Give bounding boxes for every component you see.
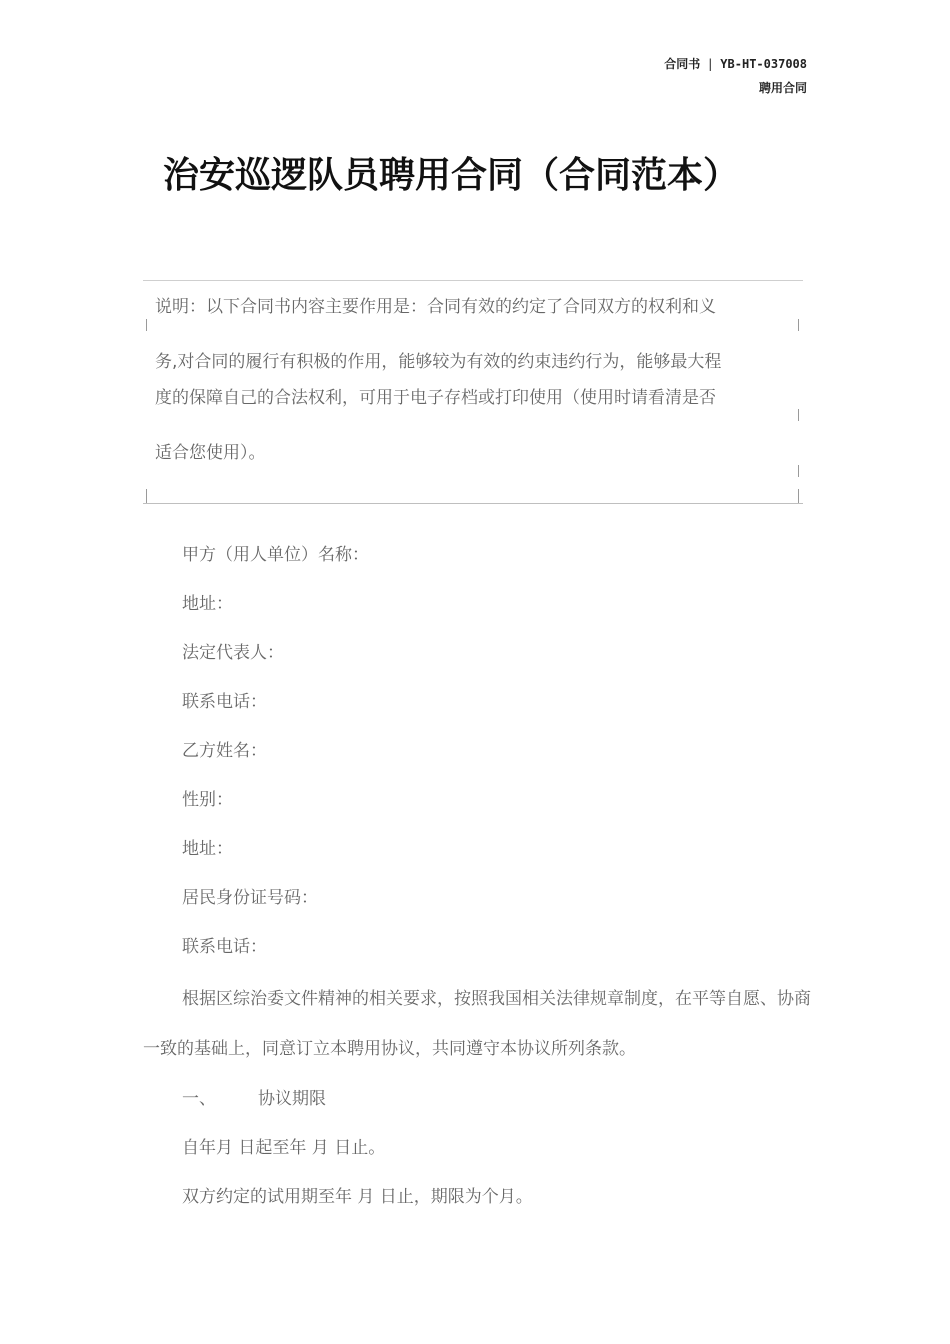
party-a-address-field: 地址：: [182, 594, 233, 614]
notice-box: [143, 280, 803, 504]
id-number-field: 居民身份证号码：: [182, 888, 318, 908]
legal-representative-field: 法定代表人：: [182, 643, 284, 663]
preamble-paragraph: 根据区综治委文件精神的相关要求，按照我国相关法律规章制度，在平等自愿、协商一致的基础上，同意订立本聘用协议，共同遵守本协议所列条款。: [143, 989, 811, 1059]
notice-line: 说明：以下合同书内容主要作用是：合同有效的约定了合同双方的权利和义: [155, 297, 716, 317]
notice-right-mark: [798, 409, 799, 421]
section-1-heading: [143, 1074, 815, 1123]
notice-line: 度的保障自己的合法权利，可用于电子存档或打印使用（使用时请看清是否: [155, 388, 716, 408]
notice-text: [155, 289, 795, 471]
party-b-address-field: 地址：: [182, 839, 233, 859]
page-title: 治安巡逻队员聘用合同（合同范本）: [163, 155, 740, 196]
gender-field: 性别：: [182, 790, 233, 810]
header-separator: |: [708, 57, 713, 71]
party-a-name-field: 甲方（用人单位）名称：: [182, 545, 369, 565]
notice-line: 适合您使用）。: [155, 443, 266, 463]
notice-right-mark: [798, 489, 799, 503]
document-header: [664, 52, 807, 100]
party-b-name-field: 乙方姓名：: [182, 741, 267, 761]
header-line-1: [664, 52, 807, 76]
contract-body: [143, 533, 815, 1221]
doc-category: 聘用合同: [758, 81, 807, 95]
notice-right-mark: [798, 319, 799, 331]
section-number: 一、: [182, 1089, 216, 1109]
doc-type-label: 合同书: [664, 57, 701, 71]
party-a-phone-field: 联系电话：: [182, 692, 267, 712]
notice-left-mark: [146, 319, 147, 331]
doc-code: YB-HT-037008: [720, 57, 807, 71]
party-b-phone-field: 联系电话：: [182, 937, 267, 957]
term-line: 自年月 日起至年 月 日止。: [182, 1138, 386, 1158]
section-title: 协议期限: [258, 1089, 326, 1109]
notice-right-mark: [798, 465, 799, 477]
probation-line: 双方约定的试用期至年 月 日止，期限为个月。: [182, 1187, 533, 1207]
notice-left-mark: [146, 489, 147, 503]
notice-line: 务,对合同的履行有积极的作用，能够较为有效的约束违约行为，能够最大程: [155, 352, 722, 372]
